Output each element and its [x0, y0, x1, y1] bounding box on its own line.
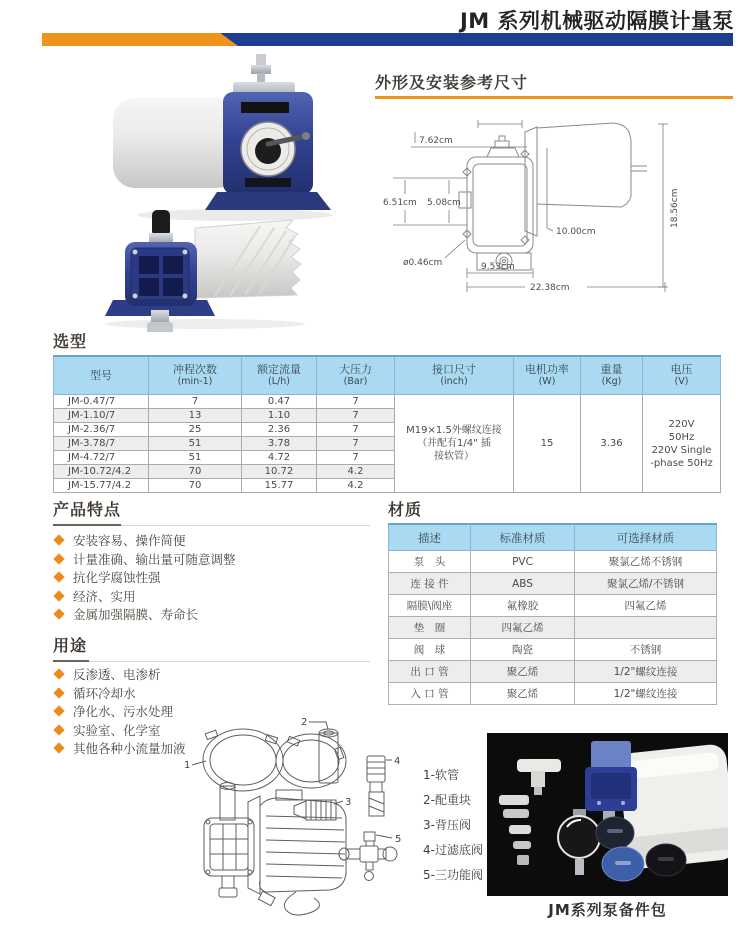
materials-header-row [389, 524, 717, 551]
list-item: 其他各种小流量加液 [53, 739, 186, 758]
col-interface: 接口尺寸 (inch) [395, 356, 514, 395]
selection-table [53, 355, 721, 493]
table-row: JM-1.10/7 13 1.10 7 [54, 409, 721, 423]
col-power: 电机功率 (W) [514, 356, 581, 395]
diamond-bullet-icon [53, 706, 64, 717]
pump-photo-bottom [105, 210, 305, 332]
page-title: JM 系列机械驱动隔膜计量泵 [459, 9, 734, 33]
list-item: 实验室、化学室 [53, 721, 186, 740]
spare-fittings [499, 795, 531, 865]
col-pressure: 大压力 (Bar) [317, 356, 395, 395]
dimensions-heading: 外形及安装参考尺寸 [375, 73, 529, 92]
selection-heading: 选型 [53, 332, 88, 351]
legend-item: 4-过滤底阀 [423, 843, 483, 857]
spare-parts-caption: JM系列泵备件包 [548, 901, 667, 919]
diamond-bullet-icon [53, 687, 64, 698]
diagram-line-art [192, 722, 397, 915]
exploded-parts-diagram [148, 698, 423, 927]
dim-base-width: 9.53cm [481, 262, 515, 272]
table-row: JM-10.72/4.2 70 10.72 4.2 [54, 465, 721, 479]
pump-photo-top [113, 54, 333, 221]
diamond-bullet-icon [53, 572, 64, 583]
legend-item: 5-三功能阀 [423, 868, 483, 882]
list-item: 经济、实用 [53, 587, 236, 606]
table-row: JM-3.78/7 51 3.78 7 [54, 437, 721, 451]
table-row: JM-2.36/7 25 2.36 7 [54, 423, 721, 437]
table-row: 连 接 件 ABS 聚氯乙烯/不锈钢 [389, 573, 717, 595]
list-item: 金属加强隔膜、寿命长 [53, 605, 236, 624]
table-row: 阀 球 陶瓷 不锈钢 [389, 639, 717, 661]
table-row: 入 口 管 聚乙烯 1/2"螺纹连接 [389, 683, 717, 705]
table-row: JM-4.72/7 51 4.72 7 [54, 451, 721, 465]
materials-heading: 材质 [388, 500, 423, 519]
features-heading: 产品特点 [53, 500, 122, 519]
spare-parts-art [487, 733, 728, 896]
spare-parts-photo [487, 733, 728, 896]
diamond-bullet-icon [53, 609, 64, 620]
callout-5: 5 [395, 834, 402, 845]
dim-top-offset: 7.62cm [419, 136, 453, 146]
dimension-drawing [375, 110, 740, 305]
col-flow: 额定流量 (L/h) [242, 356, 317, 395]
dim-total-height: 18.56cm [670, 188, 680, 228]
col-standard-material: 标准材质 [471, 524, 575, 551]
dim-left-inner: 5.08cm [427, 198, 461, 208]
title-bar-decoration [42, 33, 733, 46]
materials-table [388, 523, 717, 705]
col-strokes: 冲程次数 (min-1) [149, 356, 242, 395]
voltage-cell: 220V 50Hz 220V Single -phase 50Hz [643, 395, 721, 493]
features-list [53, 531, 236, 624]
table-row: JM-15.77/4.2 70 15.77 4.2 [54, 479, 721, 493]
table-row: 隔膜\阀座 氟橡胶 四氟乙烯 [389, 595, 717, 617]
table-row: 泵 头 PVC 聚氯乙烯不锈钢 [389, 551, 717, 573]
col-optional-material: 可选择材质 [575, 524, 717, 551]
weight-cell: 3.36 [581, 395, 643, 493]
diamond-bullet-icon [53, 590, 64, 601]
dim-hole: ø0.46cm [403, 258, 443, 268]
col-weight: 重量 (Kg) [581, 356, 643, 395]
dim-left-outer: 6.51cm [383, 198, 417, 208]
pump-outline [459, 123, 647, 270]
callout-4: 4 [394, 756, 401, 767]
list-item: 抗化学腐蚀性强 [53, 568, 236, 587]
callout-1: 1 [184, 760, 191, 771]
list-item: 安装容易、操作简便 [53, 531, 236, 550]
legend-item: 3-背压阀 [423, 818, 471, 832]
col-description: 描述 [389, 524, 471, 551]
list-item: 计量准确、输出量可随意调整 [53, 550, 236, 569]
dim-total-width: 22.38cm [530, 283, 570, 293]
applications-heading-block [53, 633, 370, 662]
spare-sight-glass [558, 809, 600, 875]
table-row: JM-0.47/7 7 0.47 7 M19×1.5外螺纹连接 （并配有1/4" 插 接软管） 15 3.36 220V 50Hz 220V Single -phase 50Hz [54, 395, 721, 409]
diamond-bullet-icon [53, 724, 64, 735]
diamond-bullet-icon [53, 553, 64, 564]
features-heading-block [53, 497, 370, 526]
diamond-bullet-icon [53, 743, 64, 754]
diamond-bullet-icon [53, 535, 64, 546]
interface-size-cell: M19×1.5外螺纹连接 （并配有1/4" 插 接软管） [395, 395, 514, 493]
list-item: 循环冷却水 [53, 684, 186, 703]
callout-2: 2 [301, 717, 308, 728]
product-photos [55, 52, 375, 332]
list-item: 反渗透、电渗析 [53, 665, 186, 684]
legend-item: 1-软管 [423, 768, 459, 782]
dim-body-height: 10.00cm [556, 227, 596, 237]
dimensions-rule [375, 96, 733, 99]
col-voltage: 电压 (V) [643, 356, 721, 395]
applications-heading: 用途 [53, 636, 88, 655]
callout-3: 3 [345, 797, 352, 808]
diamond-bullet-icon [53, 669, 64, 680]
motor-power-cell: 15 [514, 395, 581, 493]
col-model: 型号 [54, 356, 149, 395]
selection-header-row [54, 356, 721, 395]
title-bar-orange-segment [42, 33, 238, 46]
legend-item: 2-配重块 [423, 793, 471, 807]
table-row: 垫 圈 四氟乙烯 [389, 617, 717, 639]
table-row: 出 口 管 聚乙烯 1/2"螺纹连接 [389, 661, 717, 683]
list-item: 净化水、污水处理 [53, 702, 186, 721]
spare-tee-valve [517, 759, 561, 795]
parts-legend [423, 763, 483, 888]
